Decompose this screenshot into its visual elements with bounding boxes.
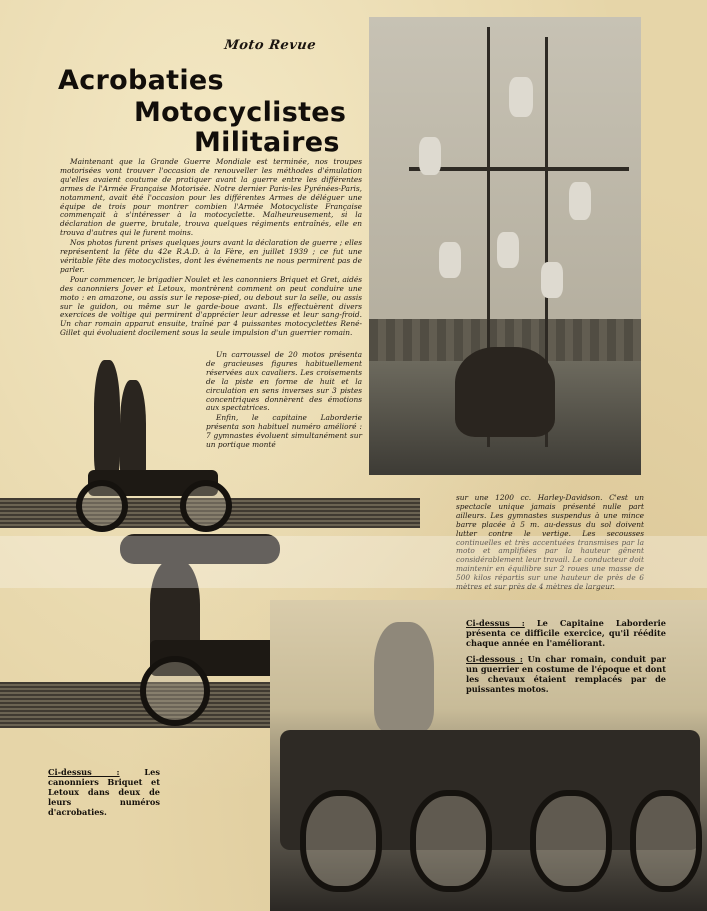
caption-text: Les canonniers Briquet et Letoux dans deux de leurs numéros d'acrobaties. xyxy=(48,767,160,817)
caption-lead: Ci-dessus : xyxy=(466,618,525,628)
caption-text: Un char romain, conduit par un guerrier en costume de l'époque et dont les chevaux étaient remplacés par de puissantes motos. xyxy=(466,654,666,694)
masthead-logo: Moto Revue xyxy=(223,38,318,53)
article-title-line-1: Acrobaties xyxy=(58,65,224,96)
article-title-line-3: Militaires xyxy=(194,127,340,158)
caption-left xyxy=(48,767,160,817)
article-title-line-2: Motocyclistes xyxy=(134,97,347,128)
article-narrow-column xyxy=(206,351,362,451)
intro-paragraph: Maintenant que la Grande Guerre Mondiale est terminée, nos troupes motorisées vont trouver l'occasion de renouveller les méthodes d'émulation qu'elles avaient coutume de pratiquer avant la guerre entre les différentes armes de l'Armée Française Motorisée. Notre dernier Paris-les Pyrénées-Paris, notamment, avait été l'occasion pour les différentes Armes de déléguer une équipe de trois pour montrer combien l'Armée Motocycliste Française commençait à s'intéresser à la motocyclette. Malheureusement, si la déclaration de guerre, brutale, trouva quelques régiments entraînés, elle en trouva d'autres qui le furent moins. xyxy=(60,157,362,238)
right-paragraph: sur une 1200 cc. Harley-Davidson. C'est un spectacle unique jamais présenté nulle part ailleurs. Les gymnastes suspendus à une mince barre placée à 5 m. au-dessus du sol doivent lutter contre le vertige. Les secousses continuelles et très accentuées transmises par la moto et amplifiées par la hauteur gênent considérablement leur travail. Le conducteur doit maintenir en équilibre sur 2 roues une masse de 500 kilos répartis sur une hauteur de près de 6 mètres et sur près de 4 mètres de largeur. xyxy=(456,493,644,592)
caption-below xyxy=(466,654,666,694)
article-intro xyxy=(60,158,362,339)
article-right-column xyxy=(456,494,644,592)
intro-paragraph: Nos photos furent prises quelques jours avant la déclaration de guerre ; elles représentent la fête du 42e R.A.D. à la Fère, en juillet 1939 ; ce fut une véritable fête des motocyclistes, dont les événements ne nous permirent pas de parler. xyxy=(60,238,362,274)
caption-above xyxy=(466,618,666,648)
caption-right xyxy=(466,618,666,700)
photo-gymnasts-portique xyxy=(369,17,641,475)
caption-lead: Ci-dessous : xyxy=(466,654,523,664)
narrow-paragraph: Un carroussel de 20 motos présenta de gracieuses figures habituellement réservées aux cavaliers. Les croisements de la piste en forme de huit et la circulation en sens inverses sur 3 pistes concentriques donnèrent des émotions aux spectatrices. xyxy=(206,350,362,413)
caption-lead: Ci-dessus : xyxy=(48,767,120,777)
caption-text: Le Capitaine Laborderie présenta ce difficile exercice, qu'il réédite chaque année en l'améliorant. xyxy=(466,618,666,648)
intro-paragraph: Pour commencer, le brigadier Noulet et les canonniers Briquet et Gret, aidés des canonniers Jover et Letoux, montrèrent comment on peut conduire une moto : en amazone, ou assis sur le repose-pied, ou debout sur la selle, ou assis sur le guidon, ou même sur le garde-boue avant. Ils effectuèrent divers exercices de voltige qui permirent d'apprécier leur adresse et leur sang-froid. Un char romain apparut ensuite, traîné par 4 puissantes motocyclettes René-Gillet qui évoluaient docilement sous la seule impulsion d'un guerrier romain. xyxy=(60,274,362,338)
narrow-paragraph: Enfin, le capitaine Laborderie présenta son habituel numéro amélioré : 7 gymnastes évoluent simultanément sur un portique monté xyxy=(206,413,362,450)
